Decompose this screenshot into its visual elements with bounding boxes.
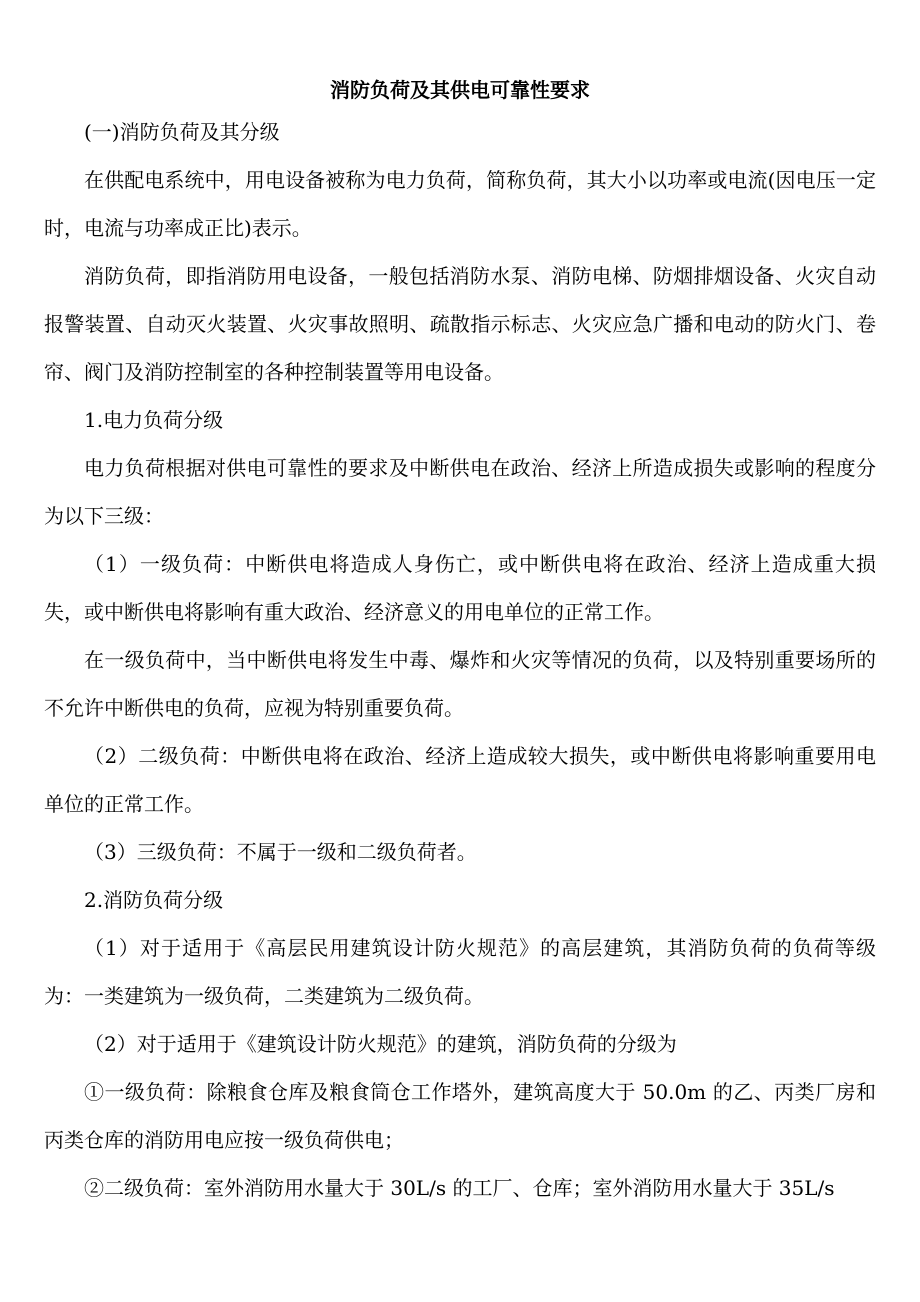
paragraph-level-2-fire-load: ②二级负荷：室外消防用水量大于 30L/s 的工厂、仓库；室外消防用水量大于 35L/s [84, 1176, 835, 1200]
paragraph-level-1-load: （1）一级负荷：中断供电将造成人身伤亡，或中断供电将在政治、经济上造成重大损失，或中断供电将影响有重大政治、经济意义的用电单位的正常工作。 [44, 552, 876, 624]
paragraph-level-3-load: （3）三级负荷：不属于一级和二级负荷者。 [84, 840, 477, 864]
paragraph-power-load-definition: 在供配电系统中，用电设备被称为电力负荷，简称负荷，其大小以功率或电流(因电压一定时，电流与功率成正比)表示。 [44, 168, 876, 240]
subheading-power-load-grading: 1.电力负荷分级 [84, 408, 224, 432]
paragraph-level-2-load: （2）二级负荷：中断供电将在政治、经济上造成较大损失，或中断供电将影响重要用电单位的正常工作。 [44, 744, 876, 816]
paragraph-special-important-load: 在一级负荷中，当中断供电将发生中毒、爆炸和火灾等情况的负荷，以及特别重要场所的不允许中断供电的负荷，应视为特别重要负荷。 [44, 648, 876, 720]
document-title: 消防负荷及其供电可靠性要求 [330, 78, 590, 102]
paragraph-level-1-fire-load: ①一级负荷：除粮食仓库及粮食筒仓工作塔外，建筑高度大于 50.0m 的乙、丙类厂房和丙类仓库的消防用电应按一级负荷供电； [44, 1080, 876, 1152]
section-heading-fire-load: (一)消防负荷及其分级 [84, 120, 280, 144]
paragraph-fire-load-definition: 消防负荷，即指消防用电设备，一般包括消防水泵、消防电梯、防烟排烟设备、火灾自动报警装置、自动灭火装置、火灾事故照明、疏散指示标志、火灾应急广播和电动的防火门、卷帘、阀门及消防控制室的各种控制装置等用电设备。 [44, 264, 876, 384]
subheading-fire-load-grading: 2.消防负荷分级 [84, 888, 224, 912]
paragraph-building-code-grading: （2）对于适用于《建筑设计防火规范》的建筑，消防负荷的分级为 [84, 1032, 677, 1056]
paragraph-high-rise-grading: （1）对于适用于《高层民用建筑设计防火规范》的高层建筑，其消防负荷的负荷等级为：一类建筑为一级负荷，二类建筑为二级负荷。 [44, 936, 876, 1008]
paragraph-grading-basis: 电力负荷根据对供电可靠性的要求及中断供电在政治、经济上所造成损失或影响的程度分为以下三级： [44, 456, 876, 528]
